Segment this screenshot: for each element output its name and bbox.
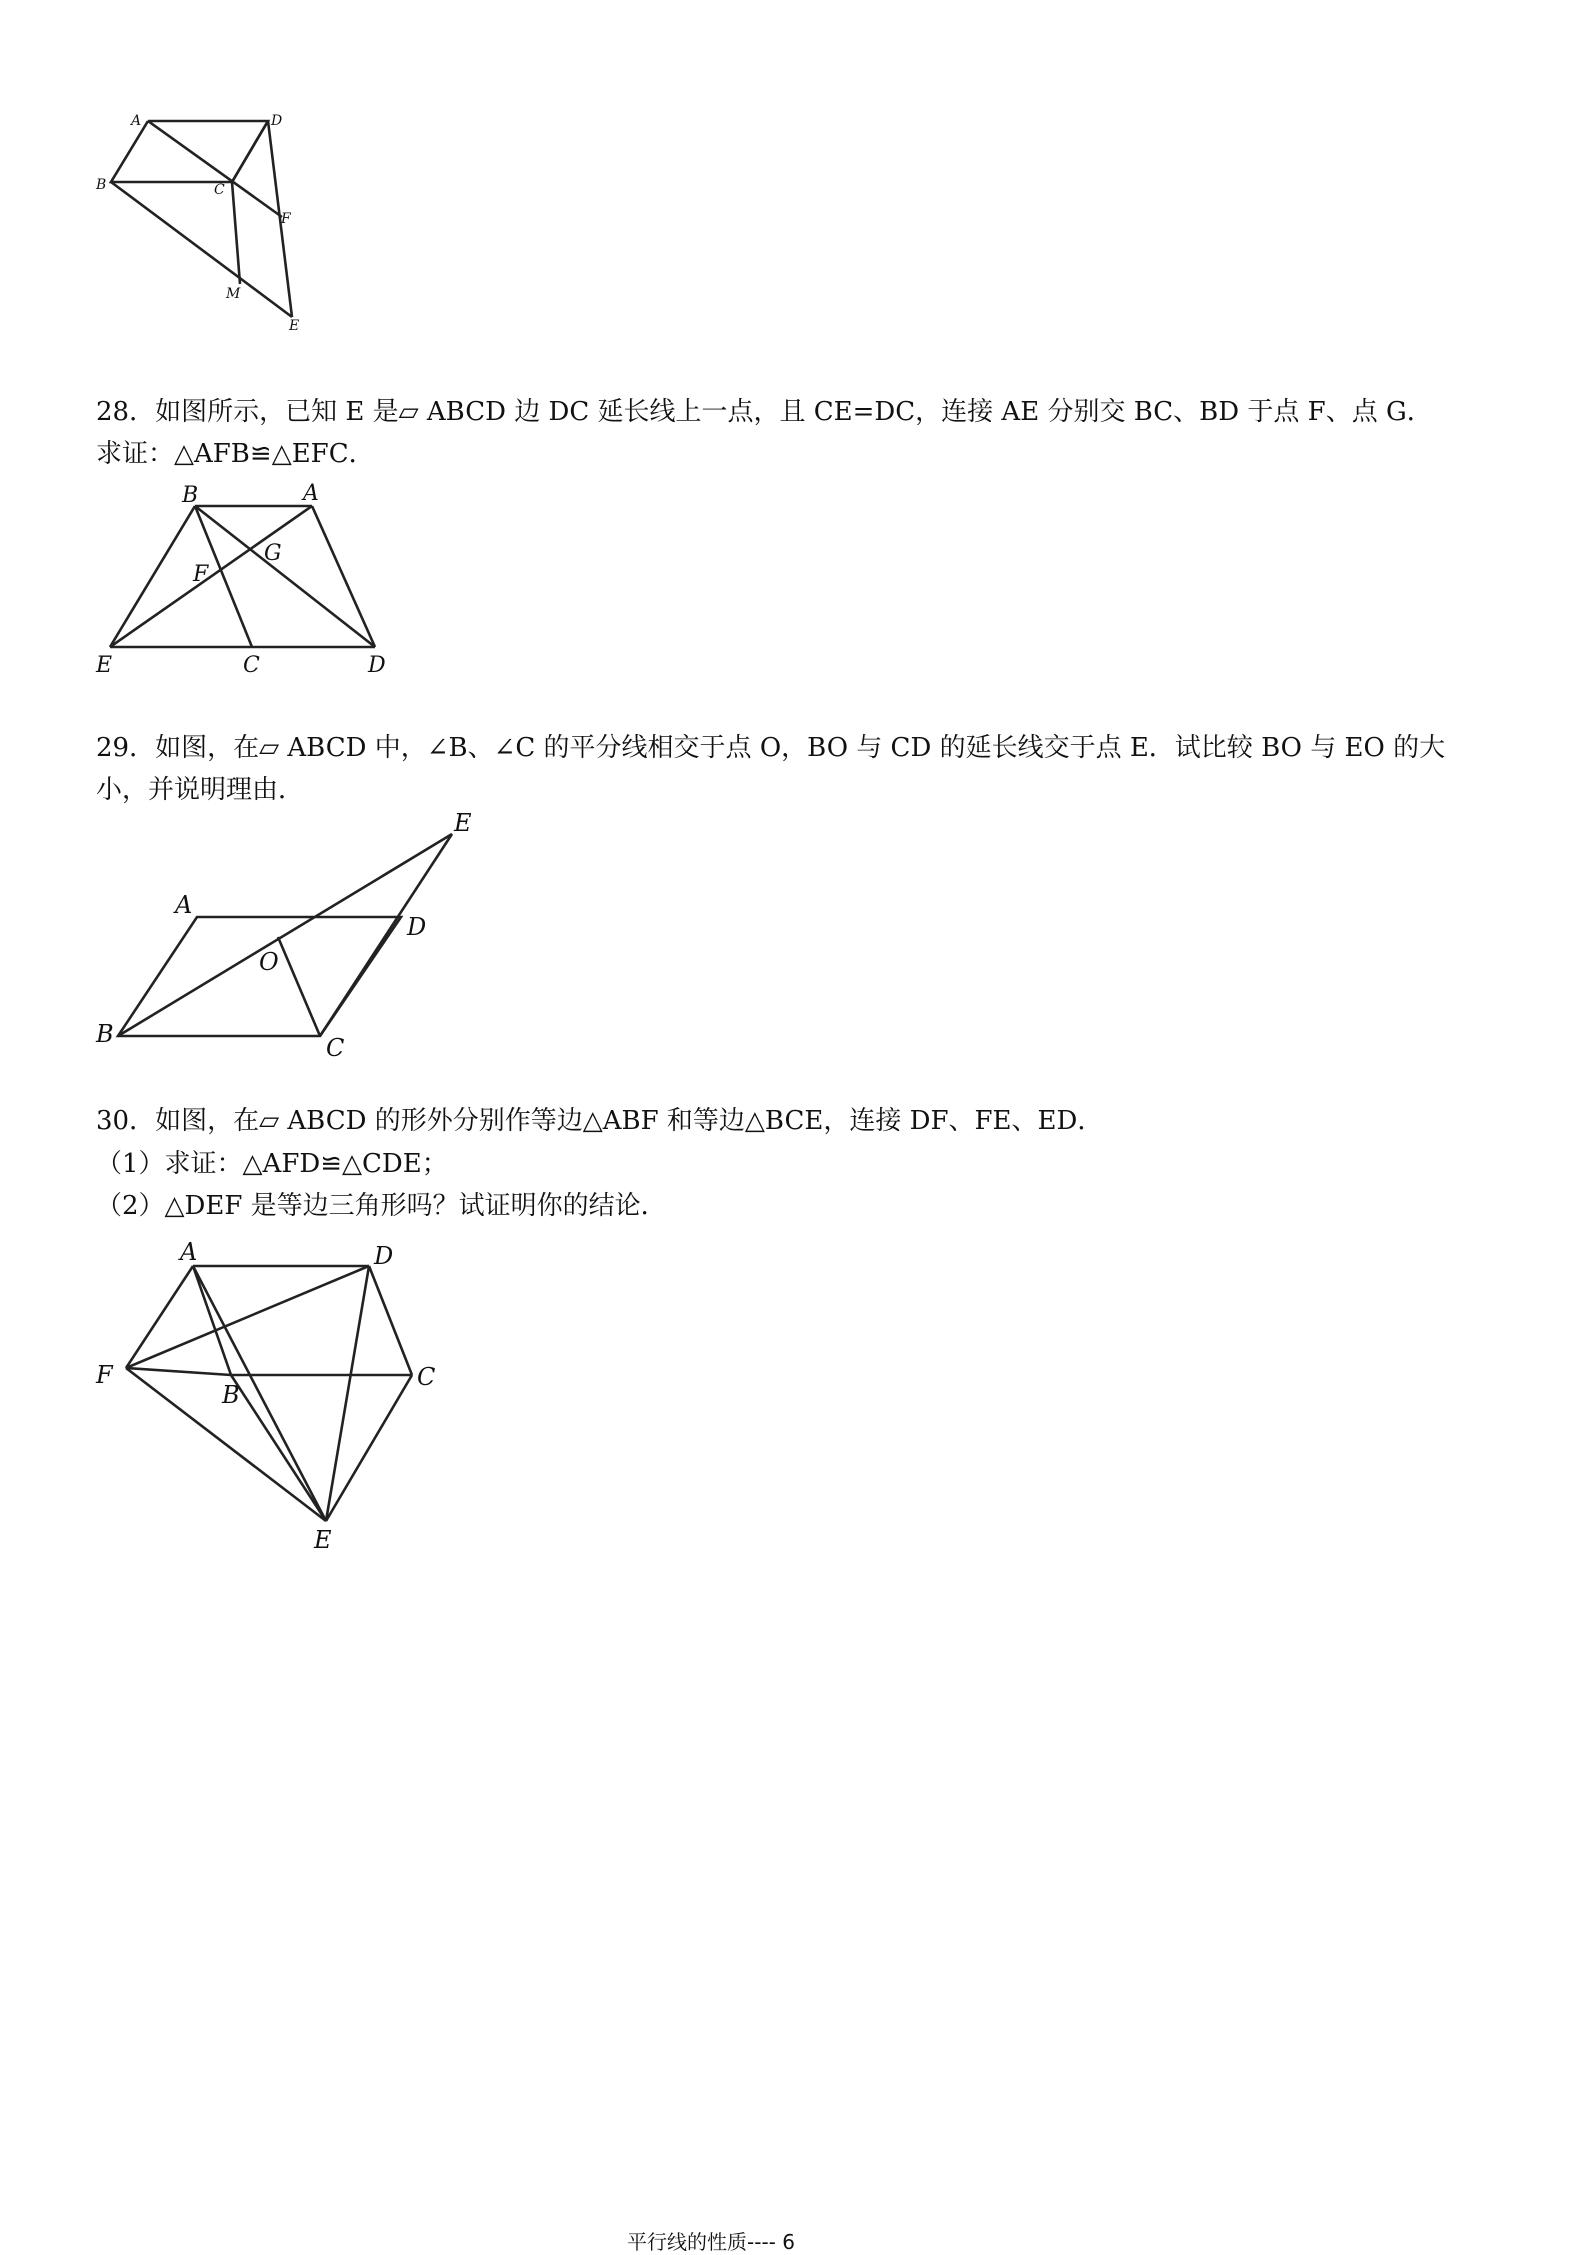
- fig28-label-F: F: [193, 562, 209, 587]
- fig29-label-E: E: [454, 809, 472, 837]
- q30-text-line3: （2）△DEF 是等边三角形吗？试证明你的结论．: [96, 1191, 667, 1221]
- fig28-label-C: C: [243, 653, 260, 678]
- fig30-label-E: E: [314, 1526, 332, 1554]
- fig29-label-O: O: [259, 948, 279, 976]
- fig27-label-D: D: [271, 113, 283, 129]
- fig30-edge-BE: [231, 1375, 326, 1521]
- fig27-label-B: B: [96, 177, 107, 193]
- fig29-label-A: A: [175, 891, 193, 919]
- fig30-label-A: A: [180, 1238, 198, 1266]
- fig30-edge-FB: [126, 1368, 231, 1375]
- q29-text-line2: 小，并说明理由．: [96, 775, 305, 805]
- fig30-edge-AE: [193, 1266, 326, 1521]
- page-footer: [0, 2226, 1587, 2255]
- q28-text-line1: 28．如图所示，已知 E 是▱ ABCD 边 DC 延长线上一点，且 CE=DC，连接 AE 分别交 BC、BD 于点 F、点 G．: [96, 397, 1433, 427]
- fig28-label-G: G: [264, 541, 282, 566]
- fig30-edge-DC: [369, 1266, 412, 1375]
- q30-text-line1: 30．如图，在▱ ABCD 的形外分别作等边△ABF 和等边△BCE，连接 DF、FE、ED．: [96, 1106, 1104, 1136]
- fig27-label-M: M: [226, 286, 241, 302]
- fig28-label-B: B: [182, 483, 199, 508]
- fig27-label-F: F: [281, 211, 291, 227]
- fig30-label-D: D: [374, 1242, 394, 1270]
- fig30-edge-FD: [126, 1266, 369, 1368]
- fig27-label-E: E: [289, 318, 300, 334]
- q28-text-line2: 求证：△AFB≌△EFC．: [96, 439, 375, 469]
- fig29-label-D: D: [407, 913, 427, 941]
- q29-text-line1: 29．如图，在▱ ABCD 中，∠B、∠C 的平分线相交于点 O，BO 与 CD 的延长线交于点 E．试比较 BO 与 EO 的大: [96, 733, 1446, 763]
- fig29-label-C: C: [326, 1034, 345, 1062]
- footer-text: 平行线的性质---- 6: [627, 2230, 795, 2254]
- fig30-edge-AB: [193, 1266, 231, 1375]
- fig27-label-C: C: [214, 182, 225, 198]
- fig28-label-E: E: [96, 653, 113, 678]
- fig27-label-A: A: [131, 113, 142, 129]
- fig30-label-F: F: [96, 1361, 113, 1389]
- fig29-label-B: B: [96, 1020, 114, 1048]
- fig28-label-D: D: [368, 653, 386, 678]
- fig28-label-A: A: [303, 481, 319, 506]
- fig30-label-C: C: [417, 1363, 436, 1391]
- fig30-label-B: B: [222, 1381, 240, 1409]
- q30-text-line2: （1）求证：△AFD≌△CDE；: [96, 1149, 448, 1179]
